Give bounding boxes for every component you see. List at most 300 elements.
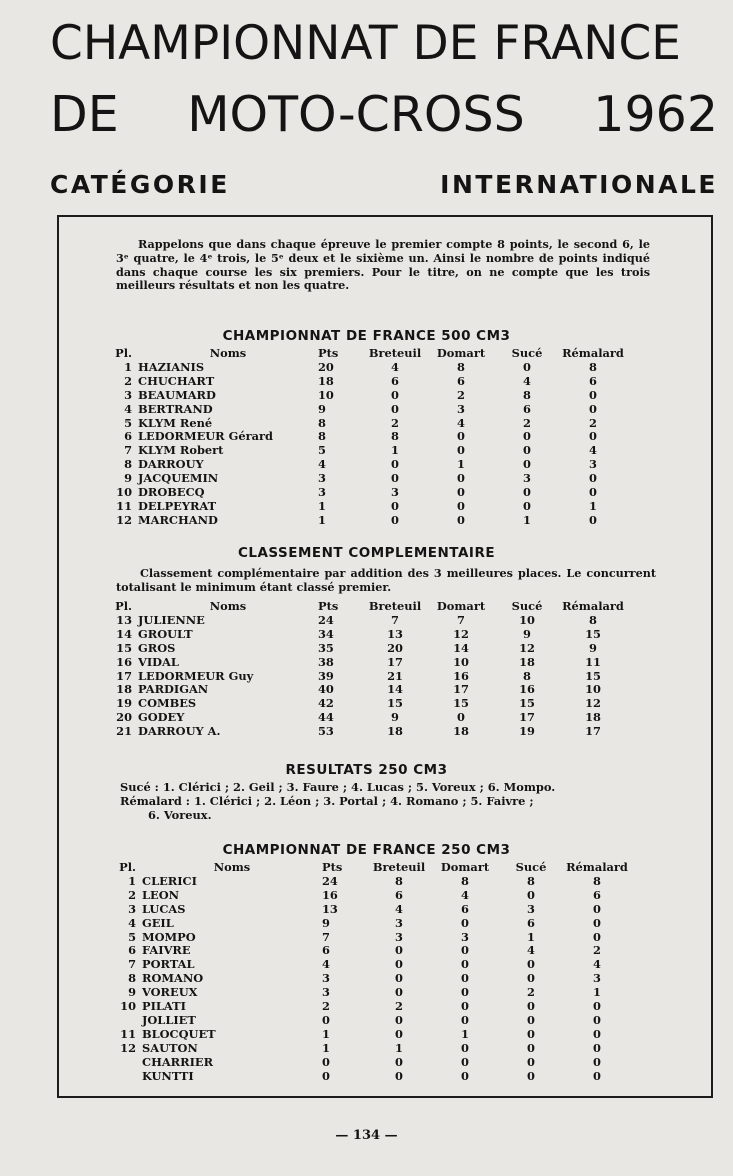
cell-name: LEDORMEUR Guy bbox=[138, 668, 254, 683]
column-header: Pts bbox=[318, 346, 339, 360]
table-row bbox=[110, 1070, 630, 1084]
table-row bbox=[106, 711, 626, 725]
column-header: Domart bbox=[440, 860, 490, 874]
subtitle-word-1: CATÉGORIE bbox=[50, 170, 230, 199]
cell-breteuil: 0 bbox=[391, 387, 399, 402]
cell-name: KLYM René bbox=[138, 415, 213, 430]
cell-suce: 18 bbox=[519, 654, 535, 669]
cell-domart: 0 bbox=[457, 443, 465, 458]
cell-domart: 8 bbox=[457, 359, 465, 374]
cell-points: 24 bbox=[318, 612, 334, 627]
cell-domart: 16 bbox=[453, 668, 469, 683]
cell-place: 5 bbox=[124, 415, 132, 430]
cell-place: 3 bbox=[128, 901, 136, 916]
cell-points: 0 bbox=[322, 1054, 330, 1069]
cell-place: 21 bbox=[116, 724, 132, 739]
cell-name: CLERICI bbox=[142, 873, 197, 888]
cell-place: 6 bbox=[128, 943, 136, 958]
cell-domart: 8 bbox=[461, 873, 469, 888]
column-header: Pts bbox=[322, 860, 343, 874]
cell-place: 12 bbox=[120, 1040, 136, 1055]
cell-suce: 10 bbox=[519, 612, 535, 627]
cell-domart: 0 bbox=[461, 915, 469, 930]
cell-place: 4 bbox=[124, 401, 132, 416]
cell-suce: 3 bbox=[527, 901, 535, 916]
cell-name: LEON bbox=[142, 887, 180, 902]
cell-remalard: 0 bbox=[589, 401, 597, 416]
cell-remalard: 10 bbox=[585, 682, 601, 697]
table-row bbox=[110, 903, 630, 917]
cell-suce: 2 bbox=[527, 985, 535, 1000]
table-row bbox=[106, 389, 626, 403]
cell-name: GODEY bbox=[138, 710, 185, 725]
cell-suce: 6 bbox=[527, 915, 535, 930]
cell-remalard: 4 bbox=[593, 957, 601, 972]
cell-domart: 17 bbox=[453, 682, 469, 697]
table-row bbox=[106, 614, 626, 628]
table-row bbox=[106, 697, 626, 711]
cell-name: JACQUEMIN bbox=[138, 471, 219, 486]
cell-domart: 14 bbox=[453, 640, 469, 655]
cell-suce: 3 bbox=[523, 471, 531, 486]
cell-remalard: 2 bbox=[589, 415, 597, 430]
table-header-row bbox=[106, 600, 626, 614]
column-header: Rémalard bbox=[562, 599, 624, 613]
cell-suce: 0 bbox=[523, 443, 531, 458]
cell-remalard: 8 bbox=[589, 612, 597, 627]
cell-place: 6 bbox=[124, 429, 132, 444]
cell-place bbox=[110, 1014, 142, 1028]
cell-points: 8 bbox=[318, 415, 326, 430]
cell-name: KLYM Robert bbox=[138, 443, 224, 458]
cell-breteuil: 9 bbox=[391, 710, 399, 725]
cell-domart: 0 bbox=[457, 498, 465, 513]
cell-name: BERTRAND bbox=[138, 401, 213, 416]
column-header: Domart bbox=[436, 346, 486, 360]
cell-breteuil: 0 bbox=[395, 1012, 403, 1027]
cell-place: 3 bbox=[124, 387, 132, 402]
cell-points: 40 bbox=[318, 682, 334, 697]
table-row bbox=[106, 444, 626, 458]
cell-domart: 3 bbox=[457, 401, 465, 416]
cell-points: 5 bbox=[318, 443, 326, 458]
cell-breteuil: 8 bbox=[395, 873, 403, 888]
table-row bbox=[106, 403, 626, 417]
cell-remalard: 8 bbox=[593, 873, 601, 888]
cell-points: 6 bbox=[322, 943, 330, 958]
cell-place: 12 bbox=[116, 512, 132, 527]
table-row bbox=[106, 670, 626, 684]
cell-points: 7 bbox=[322, 929, 330, 944]
cell-place: 20 bbox=[116, 710, 132, 725]
cell-remalard: 8 bbox=[589, 359, 597, 374]
cell-suce: 8 bbox=[523, 668, 531, 683]
cell-domart: 1 bbox=[457, 457, 465, 472]
cell-breteuil: 0 bbox=[395, 1068, 403, 1083]
cell-breteuil: 6 bbox=[391, 373, 399, 388]
cell-breteuil: 8 bbox=[391, 429, 399, 444]
cell-domart: 7 bbox=[457, 612, 465, 627]
cell-points: 18 bbox=[318, 373, 334, 388]
cell-suce: 4 bbox=[527, 943, 535, 958]
cell-points: 4 bbox=[322, 957, 330, 972]
cell-name: DELPEYRAT bbox=[138, 498, 217, 513]
cell-suce: 0 bbox=[527, 1012, 535, 1027]
cell-suce: 16 bbox=[519, 682, 535, 697]
cell-remalard: 0 bbox=[589, 485, 597, 500]
cell-domart: 1 bbox=[461, 1026, 469, 1041]
cell-points: 0 bbox=[322, 1012, 330, 1027]
cell-suce: 0 bbox=[527, 1068, 535, 1083]
column-header: Pts bbox=[318, 599, 339, 613]
cell-suce: 0 bbox=[527, 1026, 535, 1041]
cell-name: FAIVRE bbox=[142, 943, 191, 958]
cell-domart: 2 bbox=[457, 387, 465, 402]
cell-suce: 17 bbox=[519, 710, 535, 725]
cell-place: 16 bbox=[116, 654, 132, 669]
cell-name: COMBES bbox=[138, 696, 197, 711]
cell-breteuil: 0 bbox=[395, 943, 403, 958]
cell-remalard: 15 bbox=[585, 668, 601, 683]
cell-place: 13 bbox=[116, 612, 132, 627]
cell-points: 16 bbox=[322, 887, 338, 902]
table-row bbox=[106, 458, 626, 472]
cell-domart: 12 bbox=[453, 626, 469, 641]
cell-breteuil: 0 bbox=[391, 471, 399, 486]
cell-name: HAZIANIS bbox=[138, 359, 205, 374]
cell-suce: 8 bbox=[527, 873, 535, 888]
column-header: Rémalard bbox=[566, 860, 628, 874]
column-header: Noms bbox=[209, 346, 247, 360]
cell-suce: 0 bbox=[523, 498, 531, 513]
cell-name: GROS bbox=[138, 640, 176, 655]
cell-suce: 0 bbox=[523, 359, 531, 374]
cell-place: 9 bbox=[128, 985, 136, 1000]
cell-domart: 6 bbox=[461, 901, 469, 916]
cell-breteuil: 6 bbox=[395, 887, 403, 902]
section-title-250: CHAMPIONNAT DE FRANCE 250 CM3 bbox=[222, 842, 511, 858]
cell-remalard: 12 bbox=[585, 696, 601, 711]
cell-remalard: 18 bbox=[585, 710, 601, 725]
cell-remalard: 15 bbox=[585, 626, 601, 641]
cell-remalard: 0 bbox=[593, 999, 601, 1014]
cell-remalard: 0 bbox=[593, 1040, 601, 1055]
cell-breteuil: 0 bbox=[395, 971, 403, 986]
cell-suce: 0 bbox=[527, 957, 535, 972]
cell-name: MARCHAND bbox=[138, 512, 218, 527]
table-row bbox=[106, 430, 626, 444]
cell-domart: 0 bbox=[461, 943, 469, 958]
cell-breteuil: 0 bbox=[391, 512, 399, 527]
cell-domart: 0 bbox=[457, 471, 465, 486]
cell-suce: 1 bbox=[527, 929, 535, 944]
cell-name: GEIL bbox=[142, 915, 174, 930]
cell-remalard: 17 bbox=[585, 724, 601, 739]
cell-points: 44 bbox=[318, 710, 334, 725]
cell-suce: 0 bbox=[527, 1054, 535, 1069]
intro-paragraph: Rappelons que dans chaque épreuve le premier compte 8 points, le second 6, le 3ᵉ quatre, le 4ᵉ trois, le 5ᵉ deux et le sixième un. Ainsi le nombre de points indiqué dans chaque course les six premiers. Pour le titre, on ne compte que les trois meilleurs résultats et non les quatre. bbox=[116, 237, 650, 293]
cell-suce: 0 bbox=[523, 485, 531, 500]
title-word-de: DE bbox=[50, 86, 119, 143]
table-500 bbox=[106, 347, 626, 528]
cell-suce: 19 bbox=[519, 724, 535, 739]
cell-points: 13 bbox=[322, 901, 338, 916]
cell-domart: 0 bbox=[457, 512, 465, 527]
cell-remalard: 0 bbox=[593, 915, 601, 930]
cell-place: 18 bbox=[116, 682, 132, 697]
page-number: — 134 — bbox=[335, 1128, 398, 1143]
cell-breteuil: 15 bbox=[387, 696, 403, 711]
cell-name: LEDORMEUR Gérard bbox=[138, 429, 273, 444]
column-header: Sucé bbox=[511, 599, 543, 613]
cell-place: 2 bbox=[124, 373, 132, 388]
cell-place: 2 bbox=[128, 887, 136, 902]
table-row bbox=[106, 361, 626, 375]
table-row bbox=[110, 889, 630, 903]
cell-suce: 8 bbox=[523, 387, 531, 402]
table-row bbox=[106, 417, 626, 431]
cell-points: 38 bbox=[318, 654, 334, 669]
cell-domart: 0 bbox=[461, 999, 469, 1014]
cell-suce: 0 bbox=[527, 1040, 535, 1055]
cell-points: 0 bbox=[322, 1068, 330, 1083]
column-header: Domart bbox=[436, 599, 486, 613]
cell-points: 34 bbox=[318, 626, 334, 641]
cell-domart: 15 bbox=[453, 696, 469, 711]
column-header: Breteuil bbox=[372, 860, 426, 874]
cell-suce: 12 bbox=[519, 640, 535, 655]
cell-remalard: 0 bbox=[593, 1026, 601, 1041]
cell-breteuil: 0 bbox=[391, 457, 399, 472]
cell-place: 11 bbox=[116, 498, 132, 513]
table-row bbox=[106, 375, 626, 389]
cell-points: 53 bbox=[318, 724, 334, 739]
cell-points: 1 bbox=[322, 1040, 330, 1055]
cell-domart: 6 bbox=[457, 373, 465, 388]
cell-domart: 10 bbox=[453, 654, 469, 669]
cell-points: 1 bbox=[318, 512, 326, 527]
column-header: Breteuil bbox=[368, 346, 422, 360]
table-row bbox=[106, 656, 626, 670]
cell-points: 3 bbox=[322, 971, 330, 986]
cell-points: 39 bbox=[318, 668, 334, 683]
cell-place bbox=[110, 1070, 142, 1084]
cell-points: 2 bbox=[322, 999, 330, 1014]
cell-suce: 0 bbox=[527, 887, 535, 902]
cell-points: 3 bbox=[318, 471, 326, 486]
cell-points: 9 bbox=[318, 401, 326, 416]
cell-points: 42 bbox=[318, 696, 334, 711]
cell-name: DARROUY A. bbox=[138, 724, 221, 739]
table-row bbox=[106, 683, 626, 697]
cell-breteuil: 0 bbox=[395, 957, 403, 972]
title-word-motocross: MOTO-CROSS bbox=[187, 86, 525, 143]
table-row bbox=[110, 986, 630, 1000]
column-header: Noms bbox=[209, 599, 247, 613]
cell-name: CHUCHART bbox=[138, 373, 215, 388]
subtitle-word-2: INTERNATIONALE bbox=[440, 170, 718, 199]
column-header: Rémalard bbox=[562, 346, 624, 360]
cell-suce: 15 bbox=[519, 696, 535, 711]
table-row bbox=[106, 642, 626, 656]
cell-place: 8 bbox=[128, 971, 136, 986]
cell-remalard: 0 bbox=[593, 1068, 601, 1083]
cell-domart: 0 bbox=[457, 710, 465, 725]
cell-place: 4 bbox=[128, 915, 136, 930]
cell-place: 1 bbox=[128, 873, 136, 888]
cell-place: 11 bbox=[120, 1026, 136, 1041]
cell-place: 7 bbox=[128, 957, 136, 972]
cell-breteuil: 3 bbox=[391, 485, 399, 500]
cell-suce: 0 bbox=[527, 971, 535, 986]
cell-remalard: 11 bbox=[585, 654, 601, 669]
cell-breteuil: 17 bbox=[387, 654, 403, 669]
cell-name: PORTAL bbox=[142, 957, 195, 972]
cell-points: 20 bbox=[318, 359, 334, 374]
cell-remalard: 1 bbox=[593, 985, 601, 1000]
cell-remalard: 1 bbox=[589, 498, 597, 513]
cell-breteuil: 1 bbox=[395, 1040, 403, 1055]
cell-place bbox=[110, 1056, 142, 1070]
cell-points: 35 bbox=[318, 640, 334, 655]
cell-name: BLOCQUET bbox=[142, 1026, 216, 1041]
cell-remalard: 0 bbox=[593, 1012, 601, 1027]
cell-domart: 3 bbox=[461, 929, 469, 944]
cell-place: 8 bbox=[124, 457, 132, 472]
cell-name: JOLLIET bbox=[142, 1012, 196, 1027]
cell-place: 5 bbox=[128, 929, 136, 944]
column-header: Noms bbox=[213, 860, 251, 874]
table-row bbox=[110, 1056, 630, 1070]
table-row bbox=[106, 628, 626, 642]
cell-name: VOREUX bbox=[142, 985, 198, 1000]
cell-name: DARROUY bbox=[138, 457, 204, 472]
cell-breteuil: 0 bbox=[391, 401, 399, 416]
results-250-line1: Sucé : 1. Clérici ; 2. Geil ; 3. Faure ; 4. Lucas ; 5. Voreux ; 6. Mompo. bbox=[120, 780, 556, 794]
section-title-500: CHAMPIONNAT DE FRANCE 500 CM3 bbox=[222, 328, 511, 344]
cell-name: CHARRIER bbox=[142, 1054, 214, 1069]
table-row bbox=[110, 931, 630, 945]
cell-place: 10 bbox=[116, 485, 132, 500]
table-header-row bbox=[110, 861, 630, 875]
cell-name: DROBECQ bbox=[138, 485, 205, 500]
cell-name: ROMANO bbox=[142, 971, 204, 986]
cell-domart: 18 bbox=[453, 724, 469, 739]
cell-breteuil: 2 bbox=[391, 415, 399, 430]
cell-remalard: 0 bbox=[589, 471, 597, 486]
cell-remalard: 0 bbox=[593, 1054, 601, 1069]
cell-remalard: 6 bbox=[589, 373, 597, 388]
cell-domart: 0 bbox=[461, 971, 469, 986]
cell-suce: 6 bbox=[523, 401, 531, 416]
cell-points: 8 bbox=[318, 429, 326, 444]
cell-name: SAUTON bbox=[142, 1040, 198, 1055]
cell-name: BEAUMARD bbox=[138, 387, 216, 402]
results-250-line2: Rémalard : 1. Clérici ; 2. Léon ; 3. Portal ; 4. Romano ; 5. Faivre ; bbox=[120, 794, 534, 808]
cell-suce: 0 bbox=[523, 457, 531, 472]
table-250 bbox=[110, 861, 630, 1084]
cell-place: 10 bbox=[120, 999, 136, 1014]
cell-breteuil: 14 bbox=[387, 682, 403, 697]
cell-name: GROULT bbox=[138, 626, 193, 641]
cell-place: 7 bbox=[124, 443, 132, 458]
cell-domart: 0 bbox=[461, 1068, 469, 1083]
column-header: Pl. bbox=[119, 860, 136, 874]
complementary-note: Classement complémentaire par addition des 3 meilleures places. Le concurrent totalisant le minimum étant classé premier. bbox=[116, 566, 656, 594]
table-row bbox=[106, 514, 626, 528]
table-row bbox=[106, 486, 626, 500]
table-complementary bbox=[106, 600, 626, 739]
cell-points: 9 bbox=[322, 915, 330, 930]
column-header: Sucé bbox=[515, 860, 547, 874]
cell-place: 14 bbox=[116, 626, 132, 641]
cell-breteuil: 21 bbox=[387, 668, 403, 683]
table-row bbox=[110, 917, 630, 931]
cell-breteuil: 1 bbox=[391, 443, 399, 458]
cell-remalard: 0 bbox=[589, 429, 597, 444]
cell-points: 24 bbox=[322, 873, 338, 888]
table-row bbox=[106, 500, 626, 514]
cell-remalard: 3 bbox=[589, 457, 597, 472]
cell-suce: 9 bbox=[523, 626, 531, 641]
cell-place: 1 bbox=[124, 359, 132, 374]
cell-domart: 0 bbox=[461, 957, 469, 972]
table-row bbox=[110, 972, 630, 986]
cell-domart: 4 bbox=[457, 415, 465, 430]
cell-domart: 0 bbox=[461, 1040, 469, 1055]
cell-suce: 4 bbox=[523, 373, 531, 388]
cell-remalard: 6 bbox=[593, 887, 601, 902]
cell-place: 9 bbox=[124, 471, 132, 486]
cell-remalard: 0 bbox=[593, 901, 601, 916]
cell-name: KUNTTI bbox=[142, 1068, 194, 1083]
results-250-line3: 6. Voreux. bbox=[148, 808, 212, 822]
table-row bbox=[110, 1014, 630, 1028]
cell-domart: 4 bbox=[461, 887, 469, 902]
table-row bbox=[110, 875, 630, 889]
cell-suce: 0 bbox=[523, 429, 531, 444]
cell-remalard: 0 bbox=[589, 512, 597, 527]
column-header: Pl. bbox=[115, 599, 132, 613]
cell-points: 1 bbox=[322, 1026, 330, 1041]
cell-domart: 0 bbox=[461, 985, 469, 1000]
title-word-year: 1962 bbox=[593, 86, 718, 143]
cell-remalard: 0 bbox=[593, 929, 601, 944]
cell-name: VIDAL bbox=[138, 654, 179, 669]
cell-breteuil: 4 bbox=[395, 901, 403, 916]
cell-name: JULIENNE bbox=[138, 612, 205, 627]
cell-points: 3 bbox=[318, 485, 326, 500]
cell-name: LUCAS bbox=[142, 901, 186, 916]
column-header: Breteuil bbox=[368, 599, 422, 613]
table-row bbox=[110, 944, 630, 958]
cell-remalard: 3 bbox=[593, 971, 601, 986]
cell-points: 10 bbox=[318, 387, 334, 402]
cell-name: MOMPO bbox=[142, 929, 196, 944]
cell-remalard: 2 bbox=[593, 943, 601, 958]
table-row bbox=[110, 958, 630, 972]
cell-breteuil: 18 bbox=[387, 724, 403, 739]
section-title-complementary: CLASSEMENT COMPLEMENTAIRE bbox=[237, 545, 496, 561]
cell-domart: 0 bbox=[461, 1012, 469, 1027]
cell-breteuil: 0 bbox=[391, 498, 399, 513]
cell-suce: 1 bbox=[523, 512, 531, 527]
cell-breteuil: 20 bbox=[387, 640, 403, 655]
column-header: Pl. bbox=[115, 346, 132, 360]
cell-place: 19 bbox=[116, 696, 132, 711]
cell-remalard: 0 bbox=[589, 387, 597, 402]
cell-breteuil: 2 bbox=[395, 999, 403, 1014]
